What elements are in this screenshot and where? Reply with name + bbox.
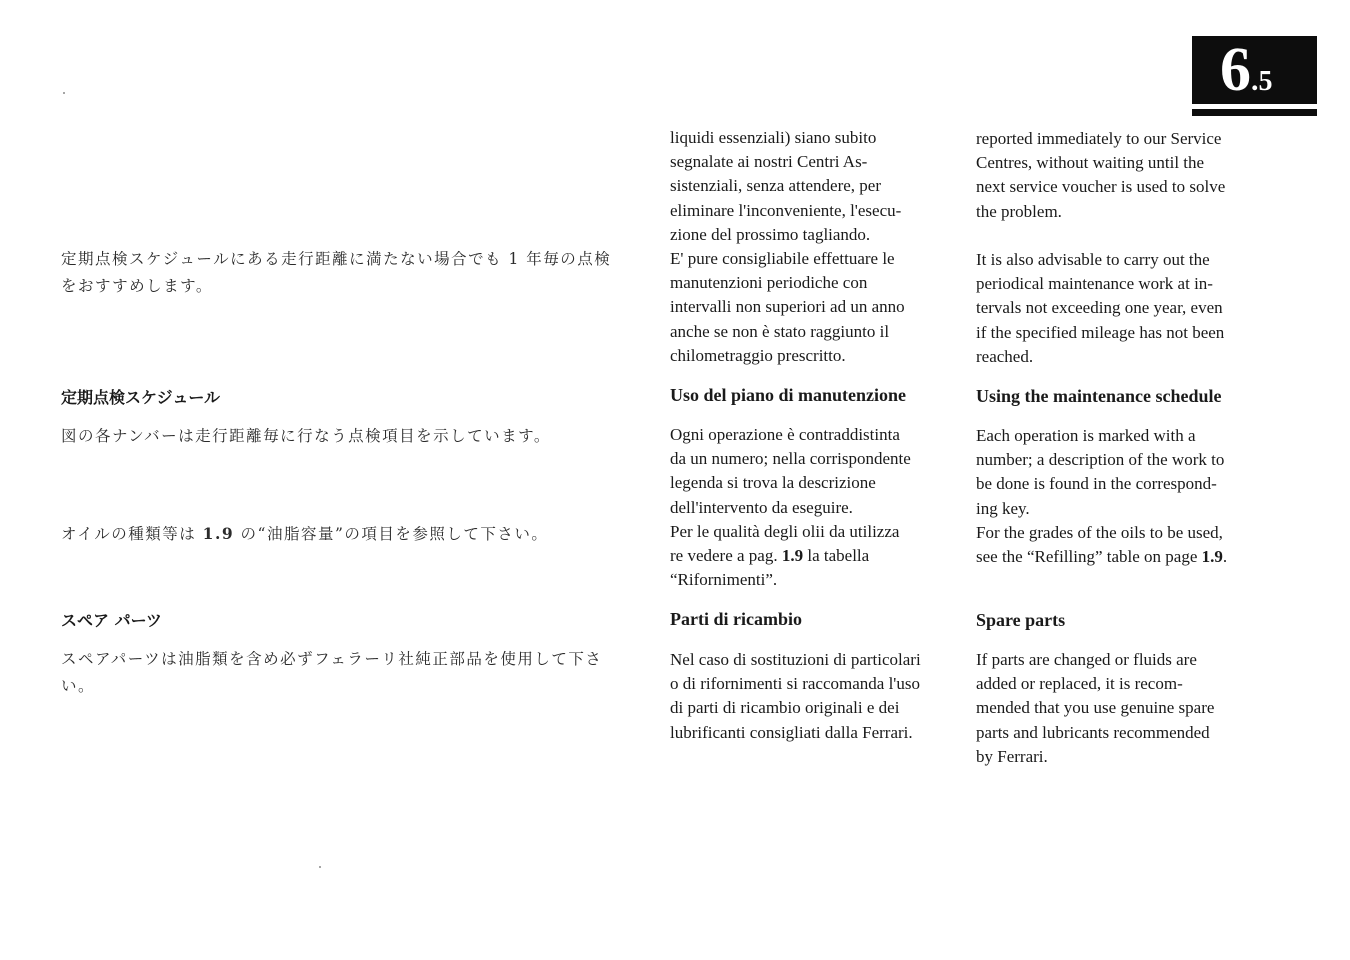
oil-grades-ja-page-ref: 1.9 [202, 524, 235, 543]
intro-it-paragraph-2: E' pure consigliabile effettuare le manutenzioni periodiche con intervalli non superiori ad un anno anche se non è stato raggiunto il chilometraggio prescritto. [670, 249, 905, 365]
oil-grades-en-text-end: . [1222, 547, 1228, 567]
intro-ja-paragraph: 定期点検スケジュールにある走行距離に満たない場合でも 1 年毎の点検 をおすすめします。 [61, 250, 612, 295]
spare-parts-heading-en: Spare parts [976, 610, 1066, 630]
intro-it-paragraph-1: liquidi essenziali) siano subito segnalate ai nostri Centri As- sistenziali, senza attendere, per eliminare l'inconveniente, l'esecu- zione del prossimo tagliando. [670, 128, 902, 244]
spare-parts-ja-paragraph: スペアパーツは油脂類を含め必ずフェラーリ社純正部品を使用して下さ い。 [61, 650, 603, 695]
spare-parts-heading-it: Parti di ricambio [670, 609, 802, 629]
scan-speck [319, 866, 321, 868]
schedule-ja-paragraph: 図の各ナンバーは走行距離毎に行なう点検項目を示しています。 [61, 427, 551, 445]
oil-grades-en-paragraph [976, 521, 1253, 569]
oil-grades-en-page-ref: 1.9 [1201, 547, 1223, 567]
oil-grades-ja-text: オイルの種類等は [61, 525, 203, 543]
spare-parts-heading-ja: スペア パーツ [61, 611, 162, 630]
intro-en-paragraph-2: It is also advisable to carry out the periodical maintenance work at in- tervals not exceeding one year, even if the specified mileage has not been reached. [976, 250, 1225, 366]
page-number-badge [1192, 36, 1317, 104]
schedule-en-paragraph-1: Each operation is marked with a number; a description of the work to be done is found in the correspond- ing key. [976, 426, 1225, 518]
chapter-number: 6 [1220, 36, 1251, 104]
oil-grades-it-text: Per le qualità degli olii da utilizza re vedere a pag. [670, 522, 900, 566]
oil-grades-ja-text-end: の“油脂容量”の項目を参照して下さい。 [234, 525, 549, 543]
page-number-separator: . [1251, 64, 1259, 97]
schedule-heading-en: Using the maintenance schedule [976, 386, 1222, 406]
spare-parts-en-paragraph: If parts are changed or fluids are added or replaced, it is recom- mended that you use genuine spare parts and lubricants recommended by Ferrari. [976, 650, 1215, 766]
oil-grades-it-paragraph [670, 520, 948, 593]
intro-en-paragraph-1: reported immediately to our Service Centres, without waiting until the next service voucher is used to solve the problem. [976, 129, 1226, 221]
spare-parts-it-paragraph: Nel caso di sostituzioni di particolari o di rifornimenti si raccomanda l'uso di parti di ricambio originali e dei lubrificanti consigliati dalla Ferrari. [670, 650, 921, 742]
oil-grades-ja-paragraph [61, 520, 646, 548]
oil-grades-en-text: For the grades of the oils to be used, see the “Refilling” table on page [976, 523, 1223, 567]
schedule-heading-it: Uso del piano di manutenzione [670, 385, 907, 405]
scan-speck [63, 92, 65, 94]
schedule-heading-ja: 定期点検スケジュール [61, 388, 221, 407]
badge-underline [1192, 109, 1317, 116]
page-number: 5 [1258, 66, 1273, 97]
oil-grades-it-text-end: la tabella “Rifornimenti”. [670, 546, 870, 590]
schedule-it-paragraph-1: Ogni operazione è contraddistinta da un numero; nella corrispondente legenda si trova la descrizione dell'intervento da eseguire. [670, 425, 911, 517]
oil-grades-it-page-ref: 1.9 [781, 546, 804, 566]
